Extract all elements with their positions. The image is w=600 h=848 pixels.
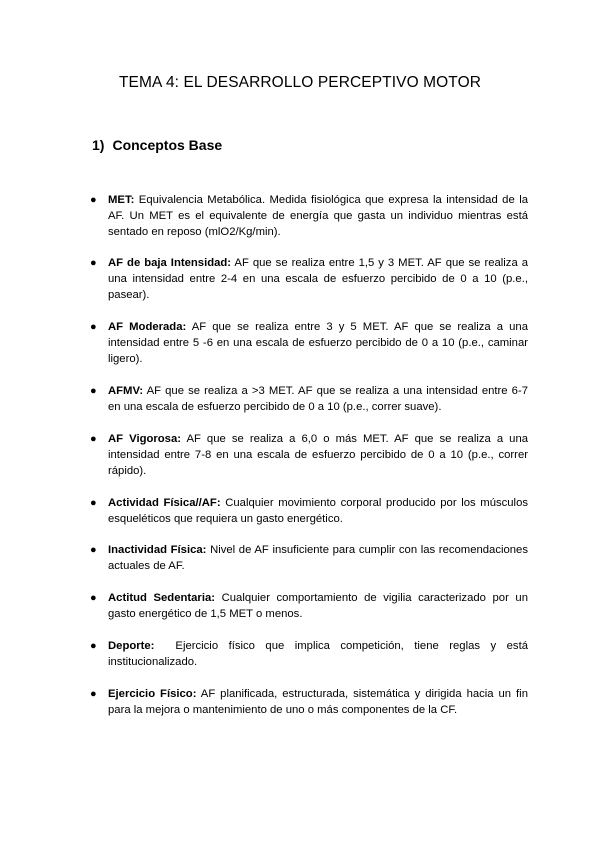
term-definition: Nivel de AF insuficiente para cumplir con las recomendaciones actuales de AF. [108, 544, 528, 572]
section-number: 1) [92, 137, 105, 153]
section-heading [92, 137, 222, 153]
term-name: AFMV: [108, 385, 144, 397]
definition-text [108, 686, 528, 718]
definition-text [108, 495, 528, 527]
bullet-icon: ● [90, 385, 97, 397]
term-name: Inactividad Física: [108, 544, 207, 556]
document-title: TEMA 4: EL DESARROLLO PERCEPTIVO MOTOR [118, 74, 482, 91]
term-name: AF de baja Intensidad: [108, 257, 232, 269]
term-name: Actitud Sedentaria: [108, 592, 216, 604]
bullet-icon: ● [90, 257, 97, 269]
definition-text [108, 255, 528, 303]
bullet-icon: ● [90, 321, 97, 333]
term-name: Ejercicio Físico: [108, 688, 197, 700]
term-name: Actividad Física//AF: [108, 497, 221, 509]
definition-text [108, 590, 528, 622]
term-definition: Equivalencia Metabólica. Medida fisiológica que expresa la intensidad de la AF. Un MET es el equivalente de energía que gasta un individuo mientras está sentado en reposo (mlO2/Kg/min). [108, 194, 528, 238]
bullet-icon: ● [90, 592, 97, 604]
term-name: AF Vigorosa: [108, 433, 182, 445]
term-definition: AF que se realiza entre 1,5 y 3 MET. AF que se realiza a una intensidad entre 2-4 en una escala de esfuerzo percibido de 0 a 10 (p.e., pasear). [108, 257, 528, 301]
term-definition: AF planificada, estructurada, sistemática y dirigida hacia un fin para la mejora o mantenimiento de uno o más componentes de la CF. [108, 688, 528, 716]
definition-text [108, 319, 528, 367]
bullet-icon: ● [90, 194, 97, 206]
term-definition: AF que se realiza entre 3 y 5 MET. AF que se realiza a una intensidad entre 5 -6 en una escala de esfuerzo percibido de 0 a 10 (p.e., caminar ligero). [108, 321, 528, 365]
term-name: AF Moderada: [108, 321, 187, 333]
bullet-icon: ● [90, 433, 97, 445]
bullet-icon: ● [90, 688, 97, 700]
section-heading-text: Conceptos Base [112, 137, 223, 153]
definition-text [108, 542, 528, 574]
bullet-icon: ● [90, 544, 97, 556]
bullet-icon: ● [90, 497, 97, 509]
term-definition: Cualquier comportamiento de vigilia caracterizado por un gasto energético de 1,5 MET o menos. [108, 592, 528, 620]
term-name: MET: [108, 194, 135, 206]
definition-text [108, 383, 528, 415]
term-definition: Cualquier movimiento corporal producido por los músculos esqueléticos que requiera un gasto energético. [108, 497, 528, 525]
term-name: Deporte: [108, 640, 155, 652]
term-definition: AF que se realiza a 6,0 o más MET. AF que se realiza a una intensidad entre 7-8 en una escala de esfuerzo percibido de 0 a 10 (p.e., correr rápido). [108, 433, 529, 477]
definition-text [108, 192, 528, 240]
bullet-icon: ● [90, 640, 97, 652]
term-definition: Ejercicio físico que implica competición, tiene reglas y está institucionalizado. [108, 640, 532, 668]
definition-text [108, 431, 528, 479]
definition-text [108, 638, 532, 670]
term-definition: AF que se realiza a >3 MET. AF que se realiza a una intensidad entre 6-7 en una escala de esfuerzo percibido de 0 a 10 (p.e., correr suave). [108, 385, 528, 413]
